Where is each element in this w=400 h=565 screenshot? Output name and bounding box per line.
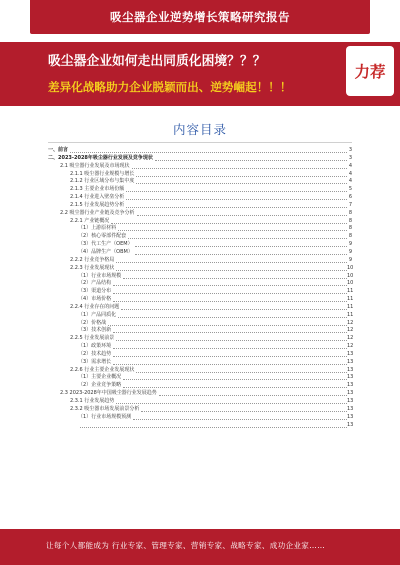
toc-leader: [108, 325, 347, 326]
toc-leader: [118, 317, 347, 318]
toc-entry[interactable]: [48, 304, 352, 312]
toc-entry[interactable]: [48, 265, 352, 273]
toc-leader: [132, 168, 347, 169]
toc-entry[interactable]: [48, 155, 352, 163]
toc-leader: [126, 191, 347, 192]
toc-entry[interactable]: [48, 296, 352, 304]
toc-entry-label: 2.3 2023-2028年中国吸尘器行业发展趋势: [60, 390, 157, 397]
toc-entry-page: 9: [348, 241, 352, 248]
toc-entry-page: 11: [347, 303, 354, 310]
toc-entry[interactable]: [48, 343, 352, 351]
toc-entry-page: 5: [348, 186, 352, 193]
badge-label: 力荐: [354, 62, 386, 81]
toc-entry-label: 2.2.5 行业发展前景: [70, 335, 115, 342]
toc-entry-page: 4: [348, 162, 352, 169]
toc-leader: [136, 183, 347, 184]
toc-leader: [123, 278, 347, 279]
toc-entry[interactable]: [48, 414, 352, 422]
toc-leader: [121, 309, 347, 310]
toc-entry[interactable]: [48, 257, 352, 265]
toc-leader: [126, 199, 347, 200]
footer-bar: [0, 529, 400, 565]
toc-entry-page: 3: [348, 147, 352, 153]
toc-leader: [70, 152, 347, 153]
report-header: [0, 0, 400, 42]
toc-leader: [111, 223, 347, 224]
toc-entry-label: （3）技术创新: [78, 327, 112, 334]
footer-slogan: 让每个人都能成为 行业专家、管理专家、营销专家、战略专家、成功企业家……: [46, 541, 325, 550]
toc-entry-label: 2.1.2 行业区域分布与集中度: [70, 178, 135, 185]
toc-entry-label: 2.1 吸尘器行业发展及市场现状: [60, 162, 130, 169]
toc-entry-label: 2.1.1 吸尘器行业规模与增长: [70, 170, 135, 177]
toc-entry-page: 9: [348, 248, 352, 255]
toc-leader: [113, 301, 347, 302]
toc-leader: [113, 364, 347, 365]
toc-entry-label: 2.2.2 行业竞争格局: [70, 256, 115, 263]
toc-entry-label: 2.3.2 吸尘器市场发展前景分析: [70, 405, 140, 412]
toc-entry-page: 4: [348, 178, 352, 185]
toc-entry-label: 2.1.3 主要企业市场份额: [70, 186, 125, 193]
toc-entry[interactable]: [48, 359, 352, 367]
toc-divider: [48, 142, 352, 143]
toc-entry[interactable]: [48, 406, 352, 414]
toc-leader: [116, 262, 347, 263]
toc-leader: [80, 427, 347, 428]
toc-entry[interactable]: [48, 335, 352, 343]
toc-leader: [113, 356, 347, 357]
toc-entry-label: （1）行业市场规模预测: [78, 413, 132, 420]
toc-leader: [116, 403, 347, 404]
toc-entry-label: （3）渠道分布: [78, 288, 112, 295]
toc-entry-label: （4）市场价格: [78, 296, 112, 303]
toc-leader: [133, 419, 347, 420]
toc-entry-page: 12: [347, 327, 354, 334]
toc-entry-label: 二、2023-2028年吸尘器行业发展及竞争现状: [48, 154, 153, 161]
toc-entry[interactable]: [48, 312, 352, 320]
toc-entry-page: 3: [348, 154, 352, 161]
toc-leader: [137, 215, 347, 216]
toc-entry-label: （2）价格战: [78, 319, 107, 326]
toc-entry-label: 2.1.5 行业发展趋势分析: [70, 201, 125, 208]
toc-leader: [141, 411, 347, 412]
toc-leader: [123, 379, 347, 380]
toc-entry-page: 12: [347, 335, 354, 342]
toc-entry-label: （4）品牌生产（OBM）: [78, 248, 133, 255]
toc-entry[interactable]: [48, 280, 352, 288]
toc-entry-page: 8: [348, 209, 352, 216]
toc-entry-label: （1）产品同质化: [78, 311, 117, 318]
toc-title: 内容目录: [172, 122, 227, 137]
toc-entry-label: （3）代工生产（OEM）: [78, 241, 133, 248]
toc-leader: [136, 372, 347, 373]
toc-entry-page: 13: [347, 350, 354, 357]
toc-entry-page: 13: [347, 405, 354, 412]
toc-leader: [113, 293, 347, 294]
recommend-badge: [346, 46, 394, 96]
toc-entry-label: （1）政策环境: [78, 343, 112, 350]
toc-entry[interactable]: [48, 241, 352, 249]
toc-entry[interactable]: [48, 288, 352, 296]
banner-subheadline: 差异化战略助力企业脱颖而出、逆势崛起！！！: [48, 80, 292, 94]
toc-leader: [135, 254, 347, 255]
toc-entry-label: 一、前言: [48, 147, 69, 153]
toc-entry-page: 13: [347, 390, 354, 397]
toc-leader: [123, 387, 347, 388]
toc-entry-page: 6: [348, 194, 352, 201]
toc-leader: [113, 332, 347, 333]
toc-entry-label: （1）上游原材料: [78, 225, 117, 232]
toc-entry-label: 2.2.3 行业发展现状: [70, 264, 115, 271]
toc-entry-label: 2.2 吸尘器行业产业链及竞争分析: [60, 209, 135, 216]
toc-leader: [126, 207, 347, 208]
toc-entry[interactable]: [48, 351, 352, 359]
toc-entry-page: 8: [348, 225, 352, 232]
toc-entry-label: 2.2.6 行业主要企业发展现状: [70, 366, 135, 373]
toc-entry-page: 13: [347, 421, 354, 428]
toc-entry-label: （2）技术趋势: [78, 350, 112, 357]
toc-entry[interactable]: [48, 163, 352, 171]
toc-leader: [159, 395, 347, 396]
toc-entry-page: 10: [347, 272, 354, 279]
table-of-contents: [48, 147, 352, 429]
toc-entry-page: 13: [347, 374, 354, 381]
toc-entry-label: （1）主要企业概况: [78, 374, 122, 381]
toc-entry[interactable]: [48, 233, 352, 241]
toc-leader: [113, 348, 347, 349]
toc-entry-page: 11: [347, 311, 354, 318]
toc-entry[interactable]: [48, 202, 352, 210]
toc-leader: [128, 238, 347, 239]
toc-entry-label: （3）需求增长: [78, 358, 112, 365]
toc-entry-page: 13: [347, 398, 354, 404]
toc-leader: [116, 270, 347, 271]
toc-entry-page: 9: [348, 256, 352, 263]
toc-entry[interactable]: [48, 210, 352, 218]
toc-entry-label: 2.1.4 行业进入壁垒分析: [70, 194, 125, 201]
toc-entry-label: （2）产品结构: [78, 280, 112, 287]
toc-leader: [136, 176, 347, 177]
toc-leader: [155, 160, 347, 161]
toc-entry-page: 13: [347, 366, 354, 373]
toc-entry-page: 8: [348, 233, 352, 240]
toc-entry-page: 13: [347, 358, 354, 365]
toc-leader: [113, 285, 347, 286]
toc-entry-label: （1）行业市场规模: [78, 272, 122, 279]
toc-entry-page: 7: [348, 201, 352, 208]
toc-leader: [116, 340, 347, 341]
toc-entry[interactable]: [48, 422, 352, 430]
toc-entry-page: 11: [347, 296, 354, 303]
toc-entry[interactable]: [48, 147, 352, 155]
toc-entry[interactable]: [48, 382, 352, 390]
toc-entry-page: 12: [347, 319, 354, 326]
toc-entry[interactable]: [48, 398, 352, 406]
promo-banner: [0, 42, 400, 106]
toc-entry-page: 13: [347, 382, 354, 389]
toc-entry[interactable]: [48, 194, 352, 202]
toc-entry-page: 10: [347, 280, 354, 287]
toc-entry-label: 2.2.4 行业存在的问题: [70, 303, 120, 310]
toc-entry[interactable]: [48, 186, 352, 194]
toc-leader: [135, 246, 347, 247]
toc-entry-page: 11: [347, 288, 354, 295]
toc-entry-label: （2）核心零部件配套: [78, 233, 127, 240]
toc-entry-label: 2.3.1 行业发展趋势: [70, 398, 115, 404]
toc-entry[interactable]: [48, 390, 352, 398]
toc-entry-label: （2）企业竞争策略: [78, 382, 122, 389]
toc-entry-page: 12: [347, 343, 354, 350]
header-band: [30, 0, 370, 34]
toc-leader: [118, 230, 347, 231]
toc-entry-page: 10: [347, 264, 354, 271]
toc-entry-page: 13: [347, 413, 354, 420]
report-title: 吸尘器企业逆势增长策略研究报告: [110, 10, 290, 24]
banner-headline: 吸尘器企业如何走出同质化困境？？？: [48, 54, 266, 69]
toc-entry-page: 4: [348, 170, 352, 177]
toc-entry-page: 8: [348, 217, 352, 224]
toc-entry[interactable]: [48, 249, 352, 257]
toc-entry-label: 2.2.1 产业链概况: [70, 217, 110, 224]
